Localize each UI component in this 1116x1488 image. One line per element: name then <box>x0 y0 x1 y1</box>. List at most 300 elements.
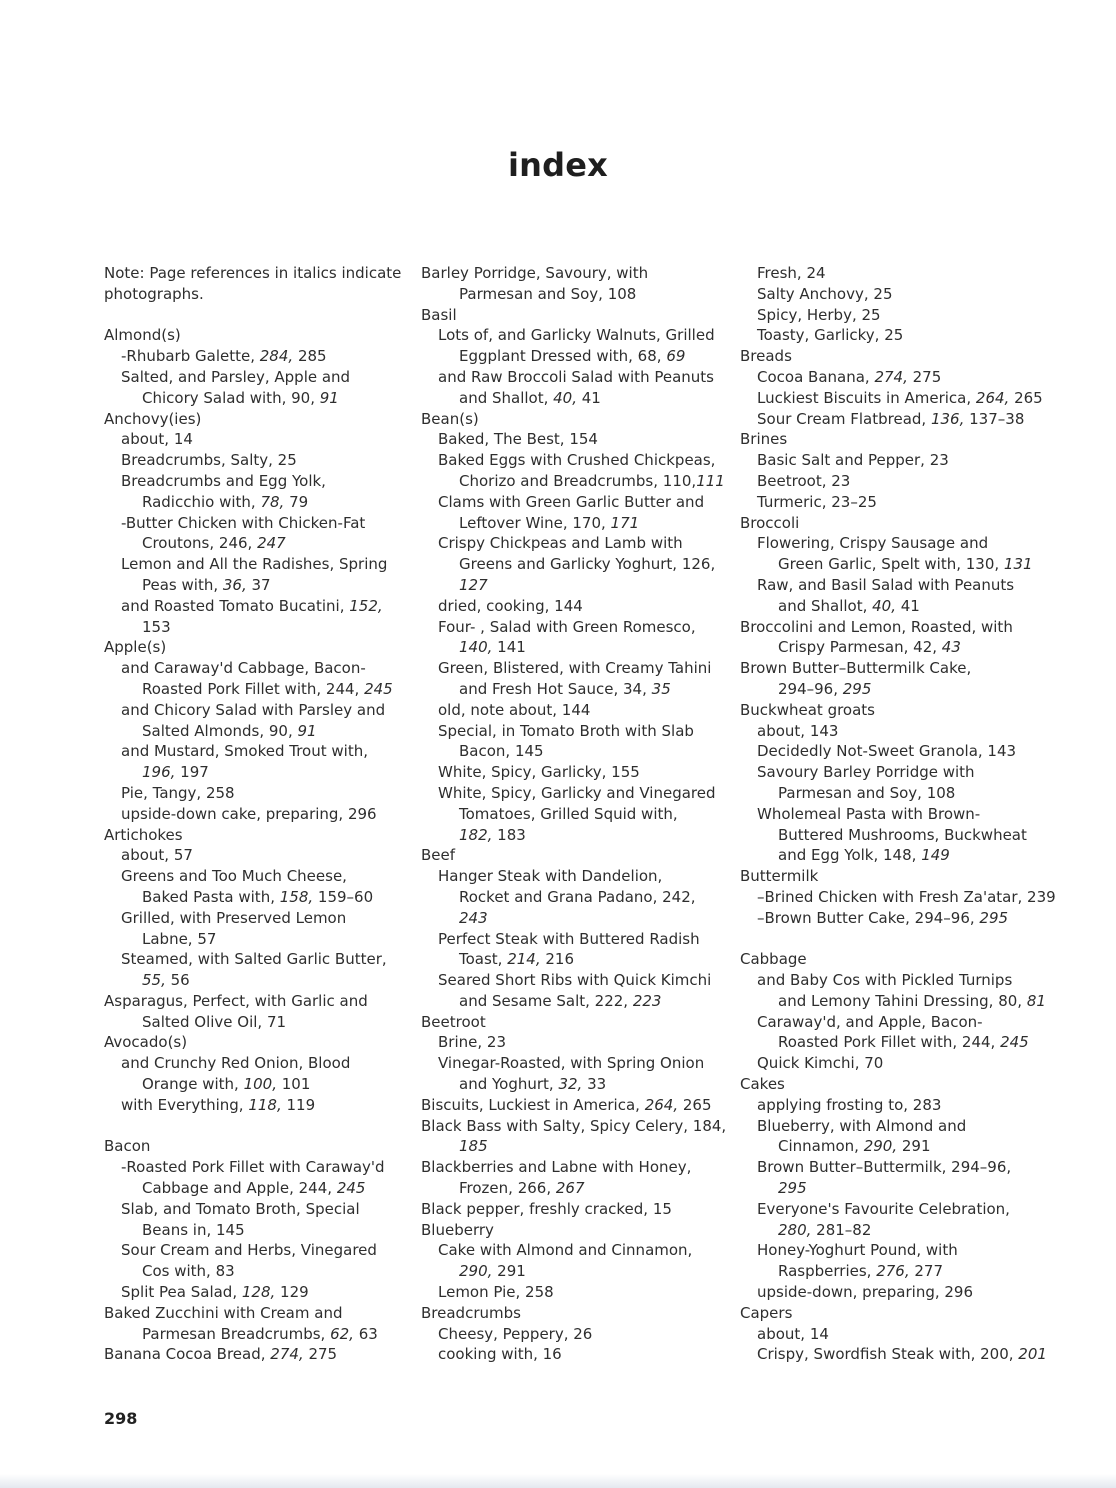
photo-page-ref: 223 <box>632 991 662 1010</box>
entry-text: Cabbage and Apple, 244, <box>142 1179 337 1198</box>
entry-text: Special, in Tomato Broth with Slab <box>438 721 694 740</box>
entry-text: and Yoghurt, <box>459 1075 559 1094</box>
entry-text: with Everything, <box>121 1095 249 1114</box>
entry-text: Salty Anchovy, 25 <box>757 284 893 303</box>
photo-page-ref: 245 <box>364 679 393 698</box>
photo-page-ref: 140, <box>459 638 493 657</box>
blank-line <box>104 305 404 326</box>
index-subentry <box>104 346 404 367</box>
index-continuation <box>104 575 404 596</box>
photo-page-ref: 131 <box>1003 555 1033 574</box>
index-entry <box>421 1199 721 1220</box>
photo-page-ref: 267 <box>555 1179 585 1198</box>
entry-text: Baked, The Best, 154 <box>438 430 598 449</box>
index-subentry <box>421 658 721 679</box>
entry-text: Biscuits, Luckiest in America, <box>421 1095 645 1114</box>
index-subentry <box>740 1157 1050 1178</box>
entry-text: Everyone's Favourite Celebration, <box>757 1199 1010 1218</box>
index-continuation <box>421 346 721 367</box>
entry-text: Breads <box>740 347 792 366</box>
index-subentry <box>421 492 721 513</box>
index-subentry <box>740 263 1050 284</box>
index-subentry <box>421 721 721 742</box>
index-subentry <box>740 575 1050 596</box>
index-subentry <box>740 450 1050 471</box>
photo-page-ref: 171 <box>610 513 640 532</box>
entry-text: and Chicory Salad with Parsley and <box>121 700 386 719</box>
entry-text: Grilled, with Preserved Lemon <box>121 908 347 927</box>
photo-page-ref: 118, <box>248 1095 282 1114</box>
index-subentry <box>740 762 1050 783</box>
entry-text: and Raw Broccoli Salad with Peanuts <box>438 367 714 386</box>
entry-text: Crispy Parmesan, 42, <box>778 638 942 657</box>
index-entry <box>421 263 721 284</box>
photo-page-ref: 264, <box>975 388 1010 407</box>
index-continuation <box>104 970 404 991</box>
entry-text: Avocado(s) <box>104 1033 188 1052</box>
index-entry <box>104 991 404 1012</box>
index-subentry <box>421 1324 721 1345</box>
index-subentry <box>104 1157 404 1178</box>
entry-text: Banana Cocoa Bread, <box>104 1345 271 1364</box>
photo-page-ref: 40, <box>872 596 896 615</box>
index-subentry <box>740 1199 1050 1220</box>
entry-text: Perfect Steak with Buttered Radish <box>438 929 700 948</box>
index-entry <box>104 1344 404 1365</box>
index-subentry <box>104 1053 404 1074</box>
index-subentry <box>740 908 1050 929</box>
index-column-2 <box>421 263 727 1365</box>
entry-text: Honey-Yoghurt Pound, with <box>757 1241 958 1260</box>
index-subentry <box>740 741 1050 762</box>
index-entry <box>740 346 1050 367</box>
index-subentry <box>421 700 721 721</box>
photo-page-ref: 243 <box>459 908 488 927</box>
index-subentry <box>740 492 1050 513</box>
index-continuation <box>740 991 1050 1012</box>
entry-text: Fresh, 24 <box>757 264 826 282</box>
index-entry <box>104 409 404 430</box>
index-entry <box>740 658 1050 679</box>
index-column-3 <box>740 263 1056 1365</box>
entry-text: Parmesan and Soy, 108 <box>459 284 637 303</box>
photo-page-ref: 247 <box>257 534 286 553</box>
entry-text: upside-down cake, preparing, 296 <box>121 804 377 823</box>
entry-text: Beans in, 145 <box>142 1220 245 1239</box>
entry-text: Frozen, 266, <box>459 1179 556 1198</box>
entry-text: and Caraway'd Cabbage, Bacon- <box>121 659 366 678</box>
entry-text: 159–60 <box>313 887 374 906</box>
index-entry <box>740 617 1050 638</box>
entry-text: Brown Butter–Buttermilk, 294–96, <box>757 1158 1012 1177</box>
index-subentry <box>104 700 404 721</box>
entry-text: 197 <box>175 763 209 782</box>
entry-text: Vinegar-Roasted, with Spring Onion <box>438 1054 705 1073</box>
entry-text: 37 <box>246 575 271 594</box>
entry-text: Buckwheat groats <box>740 700 875 719</box>
photo-page-ref: 91 <box>297 721 317 740</box>
index-entry <box>421 1157 721 1178</box>
photo-page-ref: 274, <box>874 367 908 386</box>
index-entry <box>104 325 404 346</box>
index-continuation <box>740 679 1050 700</box>
entry-text: Rocket and Grana Padano, 242, <box>459 887 696 906</box>
photo-page-ref: 214, <box>507 950 541 969</box>
entry-text: 285 <box>293 347 327 366</box>
entry-text: and Sesame Salt, 222, <box>459 991 633 1010</box>
entry-text: Cakes <box>740 1075 785 1094</box>
entry-text: Black pepper, freshly cracked, 15 <box>421 1199 672 1218</box>
index-continuation <box>421 471 725 492</box>
index-subentry <box>421 1053 721 1074</box>
entry-text: Crispy Chickpeas and Lamb with <box>438 534 683 553</box>
entry-text: Breadcrumbs and Egg Yolk, <box>121 471 326 490</box>
entry-text: Salted Almonds, 90, <box>142 721 298 740</box>
index-subentry <box>740 305 1050 326</box>
index-continuation <box>740 1261 1050 1282</box>
index-subentry <box>740 471 1050 492</box>
index-subentry <box>421 325 721 346</box>
entry-text: Parmesan and Soy, 108 <box>778 783 956 802</box>
photo-page-ref: 78, <box>260 492 285 511</box>
entry-text: 56 <box>165 971 190 990</box>
index-subentry <box>421 929 721 950</box>
photo-page-ref: 69 <box>666 347 686 366</box>
photo-page-ref: 185 <box>459 1137 488 1156</box>
index-continuation <box>421 908 721 929</box>
entry-text: Peas with, <box>142 575 223 594</box>
index-column-1 <box>104 263 404 1365</box>
index-entry <box>421 305 721 326</box>
entry-text: 265 <box>678 1095 712 1114</box>
index-continuation <box>740 1032 1050 1053</box>
entry-text: Clams with Green Garlic Butter and <box>438 492 705 511</box>
index-subentry <box>421 783 721 804</box>
entry-text: Baked Eggs with Crushed Chickpeas, <box>438 451 716 470</box>
photo-page-ref: 290, <box>459 1262 493 1281</box>
entry-text: 141 <box>492 638 526 657</box>
index-continuation <box>104 1220 404 1241</box>
index-subentry <box>104 513 404 534</box>
entry-text: Raspberries, <box>778 1262 877 1281</box>
entry-text: White, Spicy, Garlicky, 155 <box>438 763 640 782</box>
entry-text: Steamed, with Salted Garlic Butter, <box>121 950 387 969</box>
entry-text: White, Spicy, Garlicky and Vinegared <box>438 783 716 802</box>
entry-text: Lots of, and Garlicky Walnuts, Grilled <box>438 326 715 345</box>
index-continuation <box>740 1220 1050 1241</box>
photo-page-ref: 55, <box>142 971 166 990</box>
index-subentry <box>740 388 1050 409</box>
index-entry <box>740 866 1050 887</box>
entry-text: dried, cooking, 144 <box>438 596 583 615</box>
entry-text: Basic Salt and Pepper, 23 <box>757 451 949 470</box>
photo-page-ref: 290, <box>863 1137 898 1156</box>
entry-text: and Baby Cos with Pickled Turnips <box>757 971 1013 990</box>
entry-text: Baked Zucchini with Cream and <box>104 1303 343 1322</box>
photo-page-ref: 295 <box>842 679 872 698</box>
entry-text: about, 14 <box>757 1324 829 1343</box>
entry-text: Pie, Tangy, 258 <box>121 783 235 802</box>
entry-text: 281–82 <box>811 1220 872 1239</box>
photo-page-ref: 274, <box>270 1345 304 1364</box>
entry-text: -Roasted Pork Fillet with Caraway'd <box>121 1158 385 1177</box>
entry-text: and Lemony Tahini Dressing, 80, <box>778 991 1027 1010</box>
entry-text: applying frosting to, 283 <box>757 1095 942 1114</box>
entry-text: Tomatoes, Grilled Squid with, <box>459 804 678 823</box>
entry-text: Cinnamon, <box>778 1137 864 1156</box>
index-entry <box>104 263 404 284</box>
entry-text: Beetroot, 23 <box>757 471 851 490</box>
index-subentry <box>740 1116 1050 1137</box>
index-continuation <box>421 1136 721 1157</box>
entry-text: Greens and Too Much Cheese, <box>121 867 347 886</box>
index-continuation <box>104 762 404 783</box>
index-entry <box>421 1012 721 1033</box>
page-title: index <box>508 146 608 184</box>
entry-text: 216 <box>540 950 575 969</box>
photo-page-ref: 158, <box>279 887 314 906</box>
photo-page-ref: 62, <box>330 1324 354 1343</box>
entry-text: Labne, 57 <box>142 929 217 948</box>
photo-page-ref: 245 <box>336 1179 366 1198</box>
index-subentry <box>740 887 1056 908</box>
index-subentry <box>421 367 721 388</box>
entry-text: Lemon Pie, 258 <box>438 1283 554 1302</box>
index-entry <box>740 949 1050 970</box>
entry-text: Split Pea Salad, <box>121 1283 242 1302</box>
entry-text: 265 <box>1009 388 1043 407</box>
index-subentry <box>104 471 404 492</box>
entry-text: Brines <box>740 430 788 449</box>
entry-text: 291 <box>897 1137 931 1156</box>
index-subentry <box>740 1344 1050 1365</box>
index-continuation <box>104 1012 404 1033</box>
entry-text: 79 <box>284 492 309 511</box>
index-continuation <box>421 887 721 908</box>
photo-page-ref: 127 <box>459 575 488 594</box>
entry-text: 294–96, <box>778 679 843 698</box>
entry-text: Crispy, Swordfish Steak with, 200, <box>757 1345 1019 1364</box>
index-continuation <box>421 284 721 305</box>
index-subentry <box>104 783 404 804</box>
photo-page-ref: 276, <box>876 1262 910 1281</box>
entry-text: 153 <box>142 617 171 636</box>
index-subentry <box>104 1095 404 1116</box>
entry-text: and Mustard, Smoked Trout with, <box>121 742 368 761</box>
photo-page-ref: 32, <box>558 1075 583 1094</box>
entry-text: Turmeric, 23–25 <box>757 492 877 511</box>
index-entry <box>740 513 1050 534</box>
index-entry <box>104 284 404 305</box>
index-subentry <box>421 596 721 617</box>
entry-text: upside-down, preparing, 296 <box>757 1283 974 1302</box>
photo-page-ref: 128, <box>241 1283 276 1302</box>
index-subentry <box>104 1240 404 1261</box>
entry-text: Caraway'd, and Apple, Bacon- <box>757 1012 983 1031</box>
entry-text: Cos with, 83 <box>142 1262 235 1281</box>
entry-text: Capers <box>740 1303 793 1322</box>
entry-text: Brown Butter–Buttermilk Cake, <box>740 659 972 678</box>
index-continuation <box>104 679 404 700</box>
index-subentry <box>104 658 404 679</box>
index-continuation <box>421 513 721 534</box>
entry-text: Slab, and Tomato Broth, Special <box>121 1199 360 1218</box>
index-entry <box>104 637 404 658</box>
entry-text: Luckiest Biscuits in America, <box>757 388 976 407</box>
entry-text: cooking with, 16 <box>438 1345 562 1364</box>
photo-page-ref: 201 <box>1018 1345 1047 1364</box>
index-continuation <box>421 804 721 825</box>
index-subentry <box>104 1199 404 1220</box>
entry-text: 101 <box>276 1075 311 1094</box>
index-subentry <box>421 1282 721 1303</box>
entry-text: –Brown Butter Cake, 294–96, <box>757 908 980 927</box>
entry-text: and Shallot, <box>459 388 554 407</box>
photo-page-ref: 295 <box>778 1179 807 1198</box>
index-continuation <box>740 783 1050 804</box>
entry-text: photographs. <box>104 284 204 303</box>
index-subentry <box>740 1324 1050 1345</box>
entry-text: 41 <box>577 388 601 407</box>
index-continuation <box>740 596 1050 617</box>
index-subentry <box>104 804 404 825</box>
index-continuation <box>421 949 721 970</box>
index-subentry <box>421 429 721 450</box>
index-entry <box>421 409 721 430</box>
index-continuation <box>421 1261 721 1282</box>
entry-text: Cabbage <box>740 950 807 969</box>
index-continuation <box>421 825 721 846</box>
entry-text: Roasted Pork Fillet with, 244, <box>142 679 365 698</box>
index-continuation <box>421 679 721 700</box>
entry-text: 275 <box>303 1345 338 1364</box>
entry-text: Seared Short Ribs with Quick Kimchi <box>438 971 712 990</box>
entry-text: Chorizo and Breadcrumbs, 110, <box>459 471 697 490</box>
entry-text: Radicchio with, <box>142 492 261 511</box>
page-bottom-edge <box>0 1474 1116 1488</box>
entry-text: Parmesan Breadcrumbs, <box>142 1324 331 1343</box>
index-subentry <box>104 367 404 388</box>
entry-text: and Shallot, <box>778 596 873 615</box>
index-entry <box>740 1303 1050 1324</box>
photo-page-ref: 149 <box>921 846 950 865</box>
entry-text: Raw, and Basil Salad with Peanuts <box>757 575 1015 594</box>
index-subentry <box>740 1012 1050 1033</box>
index-entry <box>104 1032 404 1053</box>
index-subentry <box>104 845 404 866</box>
index-subentry <box>740 409 1050 430</box>
photo-page-ref: 40, <box>553 388 577 407</box>
entry-text: Roasted Pork Fillet with, 244, <box>778 1033 1001 1052</box>
photo-page-ref: 280, <box>778 1220 812 1239</box>
entry-text: Chicory Salad with, 90, <box>142 388 320 407</box>
index-continuation <box>104 388 404 409</box>
entry-text: Eggplant Dressed with, 68, <box>459 347 667 366</box>
index-subentry <box>104 866 404 887</box>
entry-text: 137–38 <box>964 409 1025 428</box>
entry-text: about, 57 <box>121 846 193 865</box>
index-subentry <box>740 284 1050 305</box>
photo-page-ref: 182, <box>459 825 493 844</box>
entry-text: 291 <box>492 1262 526 1281</box>
index-continuation <box>740 825 1050 846</box>
index-entry <box>740 700 1050 721</box>
entry-text: Quick Kimchi, 70 <box>757 1054 884 1073</box>
entry-text: Blueberry <box>421 1220 494 1239</box>
entry-text: Bean(s) <box>421 409 479 428</box>
index-subentry <box>421 762 721 783</box>
index-entry <box>421 1303 721 1324</box>
entry-text: Note: Page references in italics indicate <box>104 264 402 282</box>
entry-text: Beef <box>421 846 456 865</box>
entry-text: Greens and Garlicky Yoghurt, 126, <box>459 555 716 574</box>
photo-page-ref: 295 <box>979 908 1009 927</box>
index-continuation <box>421 741 721 762</box>
entry-text: Blackberries and Labne with Honey, <box>421 1158 692 1177</box>
index-continuation <box>104 617 404 638</box>
entry-text: Decidedly Not-Sweet Granola, 143 <box>757 742 1017 761</box>
page-number: 298 <box>104 1409 138 1428</box>
entry-text: Blueberry, with Almond and <box>757 1116 967 1135</box>
index-subentry <box>104 554 404 575</box>
entry-text: Baked Pasta with, <box>142 887 280 906</box>
photo-page-ref: 136, <box>930 409 965 428</box>
index-subentry <box>104 429 404 450</box>
entry-text: Cake with Almond and Cinnamon, <box>438 1241 693 1260</box>
index-continuation <box>104 1324 404 1345</box>
entry-text: Orange with, <box>142 1075 244 1094</box>
index-continuation <box>104 929 404 950</box>
entry-text: Hanger Steak with Dandelion, <box>438 867 663 886</box>
index-entry <box>104 1303 404 1324</box>
index-continuation <box>740 1136 1050 1157</box>
entry-text: Buttered Mushrooms, Buckwheat <box>778 825 1027 844</box>
index-continuation <box>421 637 721 658</box>
entry-text: Green Garlic, Spelt with, 130, <box>778 555 1004 574</box>
index-subentry <box>421 1032 721 1053</box>
index-continuation <box>421 575 721 596</box>
entry-text: Toasty, Garlicky, 25 <box>757 326 904 345</box>
entry-text: Salted Olive Oil, 71 <box>142 1012 287 1031</box>
index-subentry <box>421 450 721 471</box>
photo-page-ref: 36, <box>222 575 247 594</box>
entry-text: –Brined Chicken with Fresh Za'atar, 239 <box>757 887 1056 906</box>
index-continuation <box>421 554 721 575</box>
entry-text: and Egg Yolk, 148, <box>778 846 922 865</box>
index-continuation <box>740 1178 1050 1199</box>
entry-text: and Crunchy Red Onion, Blood <box>121 1054 351 1073</box>
blank-line <box>740 929 1050 950</box>
blank-line <box>104 1116 404 1137</box>
entry-text: Brine, 23 <box>438 1033 506 1052</box>
index-subentry <box>740 325 1050 346</box>
photo-page-ref: 91 <box>319 388 339 407</box>
index-continuation <box>104 721 404 742</box>
entry-text: and Roasted Tomato Bucatini, <box>121 596 350 615</box>
index-continuation <box>421 388 721 409</box>
entry-text: -Rhubarb Galette, <box>121 347 260 366</box>
index-subentry <box>421 1344 721 1365</box>
photo-page-ref: 100, <box>243 1075 277 1094</box>
entry-text: Barley Porridge, Savoury, with <box>421 264 649 282</box>
entry-text: Apple(s) <box>104 638 167 657</box>
entry-text: Sour Cream and Herbs, Vinegared <box>121 1241 377 1260</box>
index-continuation <box>104 1261 404 1282</box>
entry-text: Toast, <box>459 950 508 969</box>
index-entry <box>104 1136 404 1157</box>
index-subentry <box>421 866 721 887</box>
index-subentry <box>104 596 404 617</box>
